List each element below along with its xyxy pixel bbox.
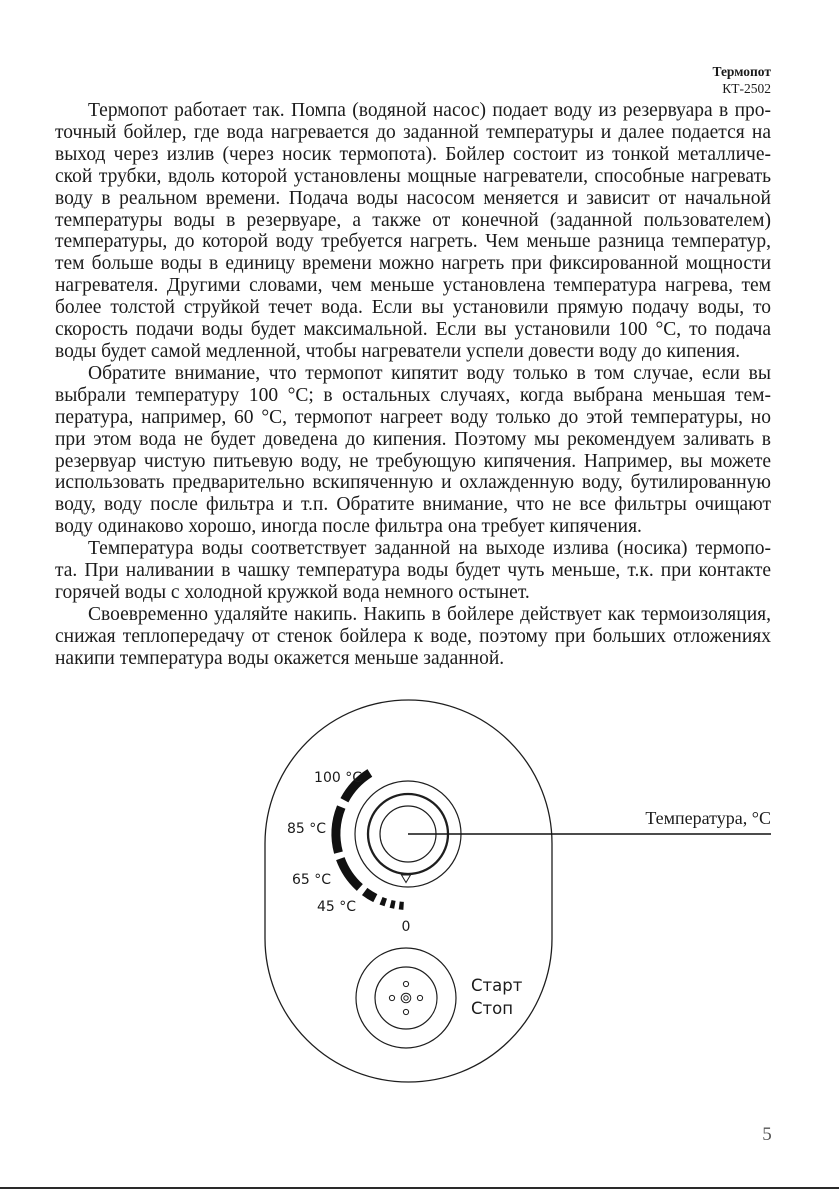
scale-dash <box>391 904 395 905</box>
text-line: воду в реальном времени. Подача воды насосом меняется и зависит от начальной <box>55 187 771 209</box>
text-line: температуры воды в резервуаре, а также от конечной (заданной пользователем) <box>55 209 771 231</box>
button-inner-ring <box>375 967 437 1029</box>
text-line: горячей воды с холодной кружкой вода немного остынет. <box>55 581 530 603</box>
paragraph-outlet-temperature <box>55 538 771 604</box>
temperature-callout-label: Температура, °C <box>645 808 771 828</box>
temperature-scale <box>287 770 411 935</box>
scale-segment-85 <box>336 807 341 853</box>
header-model-number: КТ-2502 <box>722 81 771 96</box>
button-dot-top <box>403 981 408 986</box>
page-number: 5 <box>762 1124 772 1145</box>
text-line: использовать предварительно вскипяченную и охлажденную воду, бутилированную <box>55 472 771 494</box>
start-stop-button-icon <box>356 948 456 1048</box>
text-line: ской трубки, вдоль которой установлены мощные нагреватели, способные нагревать <box>55 165 771 187</box>
text-line: выбрали температуру 100 °C; в остальных случаях, когда выбрана меньшая тем- <box>55 384 771 406</box>
text-line: воду одинаково хорошо, иногда после фильтра она требует кипячения. <box>55 516 642 538</box>
paragraph-boiling-note <box>55 363 771 538</box>
text-line: накипи температура воды окажется меньше заданной. <box>55 647 505 669</box>
text-line: нагревателя. Другими словами, чем меньше установлена температура нагрева, тем <box>55 275 771 297</box>
text-line: снижая теплопередачу от стенок бойлера к воде, поэтому при больших отложениях <box>55 625 771 647</box>
header-product-name: Термопот <box>712 64 771 79</box>
text-line: резервуар чистую питьевую воду, не требующую кипячения. Например, вы можете <box>55 450 771 472</box>
text-line: Температура воды соответствует заданной на выходе излива (носика) термопо- <box>88 538 771 560</box>
control-panel-diagram <box>0 690 839 1150</box>
scale-segment-65 <box>340 859 359 888</box>
button-outer-ring <box>356 948 456 1048</box>
button-dot-right <box>417 995 422 1000</box>
text-line: тем больше воды в единицу времени можно нагреть при фиксированной мощности <box>55 253 771 275</box>
button-center-ring <box>401 993 411 1003</box>
body-text <box>55 100 771 670</box>
button-center-dot <box>404 996 408 1000</box>
button-dot-bottom <box>403 1009 408 1014</box>
scale-dash <box>381 901 386 903</box>
text-line: воду, воду после фильтра и т.п. Обратите внимание, что не все фильтры очищают <box>55 494 771 516</box>
scale-label-45: 45 °C <box>316 899 356 915</box>
scale-label-100: 100 °C <box>314 770 362 786</box>
text-line: точный бойлер, где вода нагревается до заданной температуры и далее подается на <box>55 121 771 143</box>
paragraph-how-it-works <box>55 100 771 363</box>
button-dot-left <box>389 995 394 1000</box>
running-header <box>712 63 771 97</box>
scale-segment-45 <box>365 892 376 899</box>
text-line: пература, например, 60 °C, термопот нагреет воду только до этой температуры, но <box>55 406 771 428</box>
scale-label-85: 85 °C <box>286 821 326 837</box>
text-line: Термопот работает так. Помпа (водяной насос) подает воду из резервуара в про- <box>88 100 771 121</box>
paragraph-descaling <box>55 604 771 670</box>
text-line: выход через излив (через носик термопота). Бойлер состоит из тонкой металличе- <box>55 143 771 165</box>
text-line: скорость подачи воды будет максимальной. Если вы установили 100 °C, то подача <box>55 319 771 341</box>
stop-label: Стоп <box>471 999 514 1018</box>
scale-label-0: 0 <box>401 919 411 935</box>
control-panel-outline <box>265 700 552 1082</box>
text-line: температуры, до которой воду требуется нагреть. Чем меньше разница температур, <box>55 231 771 253</box>
text-line: та. При наливании в чашку температура воды будет чуть меньше, т.к. при контакте <box>55 560 771 582</box>
down-triangle-marker-icon <box>402 875 411 883</box>
text-line: Своевременно удаляйте накипь. Накипь в бойлере действует как термоизоляция, <box>88 603 771 625</box>
scale-label-65: 65 °C <box>291 872 331 888</box>
text-line: Обратите внимание, что термопот кипятит воду только в том случае, если вы <box>88 362 771 384</box>
text-line: при этом вода не будет доведена до кипения. Поэтому мы рекомендуем заливать в <box>55 428 771 450</box>
text-line: воды будет самой медленной, чтобы нагреватели успели довести воду до кипения. <box>55 340 741 362</box>
text-line: более толстой струйкой течет вода. Если вы установили прямую подачу воды, то <box>55 297 771 319</box>
start-label: Старт <box>471 976 523 995</box>
